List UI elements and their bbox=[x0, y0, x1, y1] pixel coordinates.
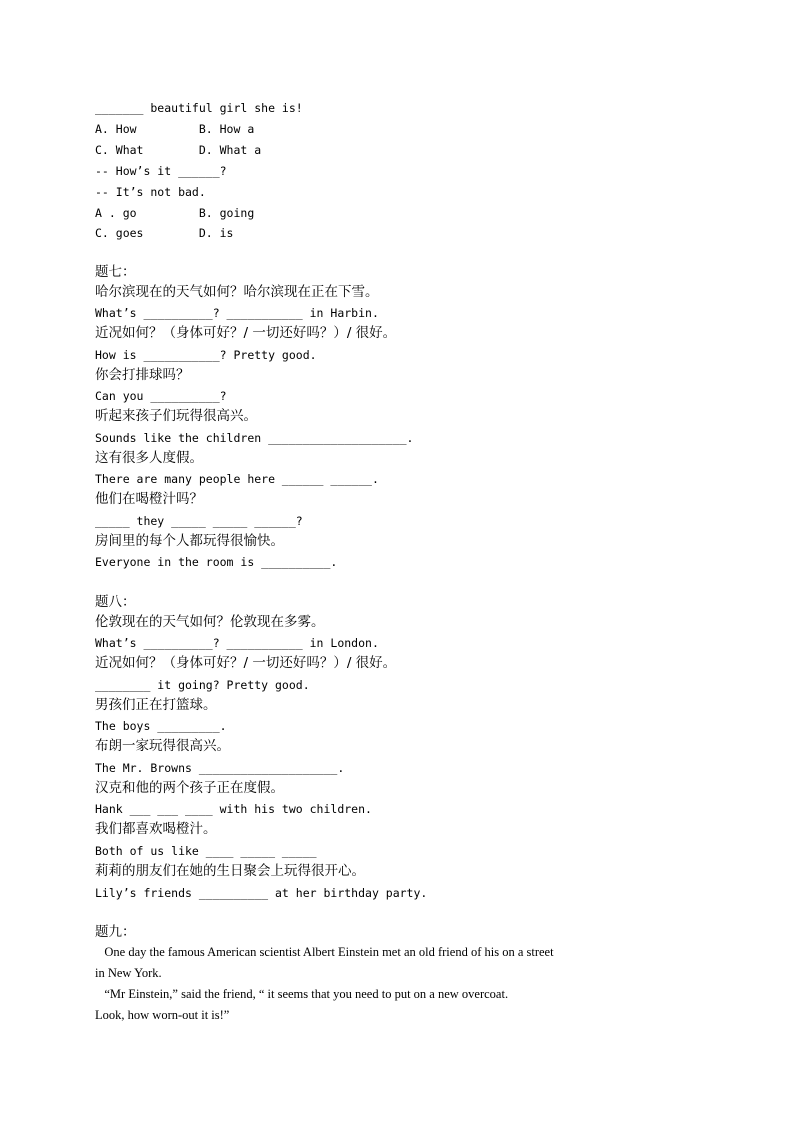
question-text: -- How’s it ______? bbox=[95, 164, 227, 178]
option-line: A. How B. How a bbox=[95, 122, 255, 136]
english-blank-line: ________ it going? Pretty good. bbox=[95, 678, 310, 692]
english-blank-line: The boys _________. bbox=[95, 719, 227, 733]
question-text: _______ beautiful girl she is! bbox=[95, 101, 303, 115]
chinese-prompt: 你会打排球吗？ bbox=[95, 367, 190, 383]
english-blank-line: There are many people here ______ ______. bbox=[95, 472, 379, 486]
chinese-prompt: 汉克和他的两个孩子正在度假。 bbox=[95, 780, 284, 796]
chinese-prompt: 他们在喝橙汁吗？ bbox=[95, 491, 203, 507]
option-line: C. goes D. is bbox=[95, 226, 234, 240]
english-blank-line: Everyone in the room is __________. bbox=[95, 555, 338, 569]
chinese-prompt: 哈尔滨现在的天气如何？哈尔滨现在正在下雪。 bbox=[95, 284, 379, 300]
english-blank-line: Can you __________? bbox=[95, 389, 227, 403]
chinese-prompt: 听起来孩子们玩得很高兴。 bbox=[95, 408, 257, 424]
chinese-prompt: 这有很多人度假。 bbox=[95, 450, 203, 466]
section-heading: 题七： bbox=[95, 264, 136, 280]
chinese-prompt: 布朗一家玩得很高兴。 bbox=[95, 738, 230, 754]
chinese-prompt: 男孩们正在打篮球。 bbox=[95, 697, 217, 713]
chinese-prompt: 近况如何？（身体可好？/ 一切还好吗？）/ 很好。 bbox=[95, 325, 397, 341]
chinese-prompt: 房间里的每个人都玩得很愉快。 bbox=[95, 533, 284, 549]
passage-line: One day the famous American scientist Albert Einstein met an old friend of his on a street bbox=[95, 945, 554, 959]
chinese-prompt: 伦敦现在的天气如何？伦敦现在多雾。 bbox=[95, 614, 325, 630]
section-heading: 题八： bbox=[95, 594, 136, 610]
chinese-prompt: 近况如何？（身体可好？/ 一切还好吗？）/ 很好。 bbox=[95, 655, 397, 671]
english-blank-line: _____ they _____ _____ ______? bbox=[95, 514, 303, 528]
option-line: A . go B. going bbox=[95, 206, 255, 220]
question-text: -- It’s not bad. bbox=[95, 185, 206, 199]
passage-line: Look, how worn-out it is!” bbox=[95, 1008, 230, 1022]
english-blank-line: Lily’s friends __________ at her birthday party. bbox=[95, 886, 428, 900]
english-blank-line: Sounds like the children ____________________. bbox=[95, 431, 414, 445]
english-blank-line: What’s __________? ___________ in Harbin. bbox=[95, 306, 379, 320]
chinese-prompt: 莉莉的朋友们在她的生日聚会上玩得很开心。 bbox=[95, 863, 365, 879]
chinese-prompt: 我们都喜欢喝橙汁。 bbox=[95, 821, 217, 837]
option-line: C. What D. What a bbox=[95, 143, 262, 157]
english-blank-line: The Mr. Browns ____________________. bbox=[95, 761, 345, 775]
english-blank-line: Hank ___ ___ ____ with his two children. bbox=[95, 802, 372, 816]
english-blank-line: What’s __________? ___________ in London. bbox=[95, 636, 379, 650]
section-heading: 题九： bbox=[95, 924, 136, 940]
english-blank-line: Both of us like ____ _____ _____ bbox=[95, 844, 317, 858]
english-blank-line: How is ___________? Pretty good. bbox=[95, 348, 317, 362]
passage-line: in New York. bbox=[95, 966, 162, 980]
passage-line: “Mr Einstein,” said the friend, “ it seems that you need to put on a new overcoat. bbox=[95, 987, 509, 1001]
